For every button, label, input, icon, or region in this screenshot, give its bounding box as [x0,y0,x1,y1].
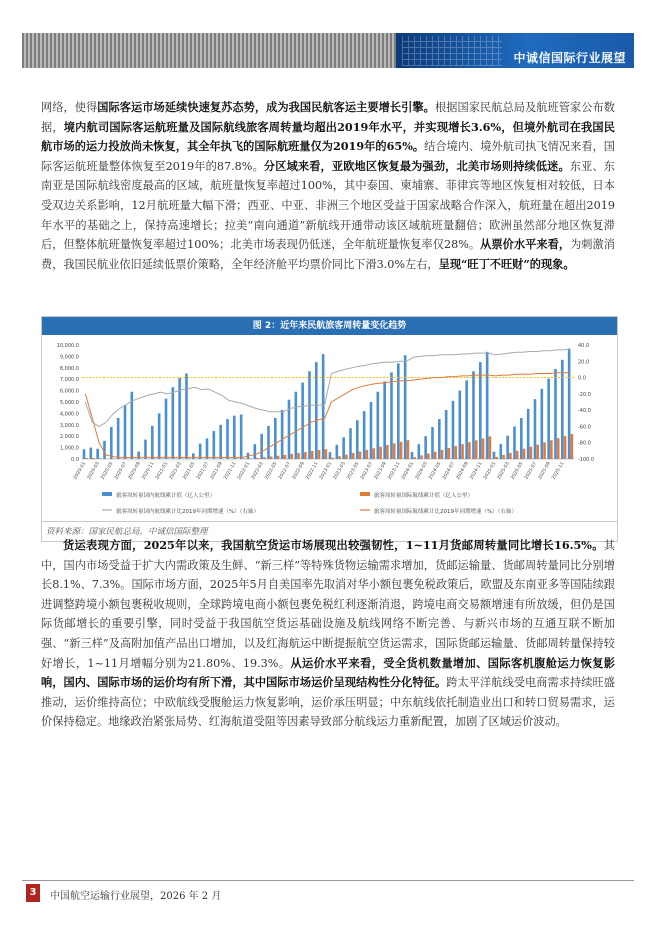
x-tick-label: 2024-09 [455,461,470,481]
chart-bar [226,419,229,459]
chart-bar [311,451,314,459]
chart-bar [110,427,113,459]
x-tick-label: 2025-05 [510,461,525,481]
figure-passenger-turnover [41,316,618,542]
chart-bar [550,440,553,459]
chart-bar [256,458,259,459]
legend-swatch [360,492,370,496]
chart-bar [99,458,102,459]
chart-bar [383,381,386,459]
chart-bar [342,437,345,459]
x-tick-label: 2023-09 [373,461,388,481]
y-right-tick-label: 40.0 [578,343,590,349]
chart-bar [185,374,188,460]
chart-bar [124,405,127,459]
chart-bar [290,454,293,459]
chart-bar [117,418,120,459]
chart-bar [431,427,434,459]
chart-bar [85,458,88,459]
legend-swatch [102,492,112,496]
chart-bar [527,409,530,459]
x-tick-label: 2024-05 [428,461,443,481]
chart-bar [561,360,564,459]
chart-bar [133,458,136,459]
text-segment: 跨太平洋航线受电商需求持续旺盛推动，运价维持高位；中欧航线受腹舱运力恢复影响，运价承压明显；中东航线依托制造业出口和转口贸易需求，运价保持稳定。地缘政治紧张局势、红海航道受阻等因素导致部分航线运力重新配置，加剧了区域运价波动。 [41,676,615,729]
text-segment: 货运表现方面，2025年以来，我国航空货运市场展现出较强韧性，1~11月货邮周转量同比增长16.5%。 [63,538,604,552]
y-left-tick-label: 10,000.0 [56,343,79,349]
chart-bar [547,379,550,459]
chart-bar [192,453,195,459]
chart-bar [233,416,236,459]
chart-bar [356,420,359,459]
chart-bar [90,448,93,459]
y-left-tick-label: 4,000.0 [59,411,79,418]
chart-bar [493,452,496,459]
chart-bar [459,391,462,459]
text-segment: 国际客运市场延续快速复苏态势，成为我国民航客运主要增长引擎。 [97,100,435,114]
chart-bar [520,418,523,459]
figure-source: 资料来源：国家民航总局，中诚信国际整理 [46,527,208,537]
chart-bar [424,436,427,459]
chart-bar [315,362,318,459]
y-right-tick-label: -40.0 [578,408,591,415]
chart-bar [534,399,537,459]
chart-bar [564,436,567,459]
chart-bar [219,425,222,459]
y-left-tick-label: 1,000.0 [59,445,79,452]
chart-bar [359,452,362,459]
header-brand-banner [396,33,634,68]
chart-bar [482,438,485,459]
footer-title: 中国航空运输行业展望，2026 年 2 月 [50,891,222,902]
chart-bar [249,458,252,459]
y-left-tick-label: 0.0 [71,457,79,463]
chart-bar [270,456,273,459]
chart-bar [174,458,177,459]
chart-bar [92,458,95,459]
chart-bar [260,434,263,459]
chart-bar [263,457,266,459]
chart-bar [379,447,382,459]
y-left-tick-label: 9,000.0 [59,354,79,361]
chart-bar [352,453,355,459]
text-segment: 结合境内、境外航司执飞情况来看，国际客运航班量整体恢复至2019年的87.8%。 [41,140,615,173]
footer-divider [22,880,634,881]
x-tick-label: 2023-11 [387,461,402,481]
chart-bar [331,458,334,459]
x-tick-label: 2020-09 [127,461,142,481]
chart-bar [486,352,489,459]
y-right-tick-label: 0.0 [578,375,586,382]
chart-bar [465,380,468,459]
chart-bar [400,442,403,459]
x-tick-label: 2025-09 [537,461,552,481]
chart-bar [393,443,396,459]
chart-bar [438,419,441,459]
chart-bar [554,369,557,459]
chart-bar [181,458,184,459]
chart-bar [277,456,280,459]
x-tick-label: 2023-05 [346,461,361,481]
chart-bar [144,440,147,459]
x-tick-label: 2025-03 [496,461,511,481]
chart-bar [151,426,154,459]
x-tick-label: 2020-05 [100,461,115,481]
text-segment: 为刺激消费，我国民航业依旧延续低票价策略，全年经济舱平均票价同比下滑3.0%左右， [41,238,615,271]
chart-bar [404,355,407,459]
chart-bar [530,447,533,459]
text-segment: 从票价水平来看， [480,237,571,252]
chart-bar [541,389,544,459]
chart-bar [543,442,546,459]
chart-bar [386,445,389,459]
chart-bar [172,387,175,459]
y-right-tick-label: -60.0 [578,424,591,431]
chart-bar [441,450,444,459]
x-tick-label: 2023-03 [332,461,347,481]
chart-bar [345,455,348,459]
x-tick-label: 2021-11 [223,461,238,481]
chart-bar [506,436,509,459]
legend-label: 旅客周转量国际航线累计比2019年同期增速（%）（右轴） [374,509,517,515]
chart-bar [349,428,352,459]
chart-bar [475,440,478,459]
x-tick-label: 2021-07 [196,461,211,481]
chart-bar [240,415,243,459]
x-tick-label: 2024-03 [414,461,429,481]
chart-bar [304,452,307,459]
chart-bar [338,456,341,459]
chart-bar [229,458,232,459]
x-tick-label: 2021-03 [168,461,183,481]
figure-divider [42,521,617,522]
chart-bar [557,438,560,459]
chart-bar [236,458,239,459]
y-right-tick-label: -100.0 [578,457,595,463]
x-tick-label: 2022-01 [237,461,252,481]
chart-bar [445,410,448,459]
y-left-tick-label: 5,000.0 [59,400,79,406]
y-right-tick-label: -20.0 [578,391,591,398]
chart-bar [96,449,99,459]
chart-bar [199,444,202,459]
chart-bar [322,354,325,459]
chart-bar [448,448,451,459]
y-right-tick-label: 20.0 [578,359,590,366]
legend-label: 旅客周转量国内航线累计值（亿人公里） [116,493,216,499]
chart-bar [427,454,430,459]
legend-label: 旅客周转量国际航线累计值（亿人公里） [374,493,474,499]
chart-bar [206,438,209,459]
chart-bar [318,450,321,459]
chart-bar [158,413,161,459]
chart-bar [308,371,311,459]
chart-bar [495,457,498,459]
chart-bar [434,452,437,459]
chart-bar [213,431,216,459]
text-segment: 分区域来看，亚欧地区恢复最为强劲，北美市场则持续低迷。 [263,158,570,173]
x-tick-label: 2022-07 [278,461,293,481]
x-tick-label: 2020-01 [73,461,88,481]
x-tick-label: 2021-05 [182,461,197,481]
chart-bar [571,434,574,459]
chart-bar [329,452,332,459]
x-tick-label: 2022-05 [264,461,279,481]
page-number: 3 [26,884,40,902]
x-tick-label: 2024-11 [469,461,484,481]
figure-title: 图 2：近年来民航旅客周转量变化趋势 [42,317,617,335]
x-tick-label: 2024-07 [442,461,457,481]
x-tick-label: 2020-07 [114,461,129,481]
chart-svg [42,337,617,521]
chart-bar [516,451,519,459]
chart-bar [188,458,191,459]
chart-bar [536,445,539,459]
chart-bar [418,444,421,459]
chart-bar [267,426,270,459]
chart-bar [413,457,416,459]
text-segment: 网络，使得 [41,101,98,114]
chart-bar [274,418,277,459]
chart-bar [301,383,304,459]
chart-bar [502,455,505,459]
chart-bar [243,458,246,459]
x-tick-label: 2022-11 [305,461,320,481]
chart-bar [407,440,410,459]
chart-bar [325,449,328,459]
paragraph-passenger [41,98,615,274]
chart-bar [372,448,375,459]
text-segment: 其中，国内市场受益于扩大内需政策及生鲜、“新三样”等特殊货物运输需求增加，货邮运输量、货邮周转量同比分别增长8.1%、7.3%。国际市场方面，2025年5月自美国率先取消对华小额包裹免税政策后，欧盟及东南亚多等国陆续跟进调整跨境小额包裹税收规则，全球跨境电商小额包裹免税红利逐渐消退，跨境电商交易额增速有所放缓，但仍是国际货邮增长的重要引擎，同时受益于我国航空货运基础设施及航线网络不断完善、与新兴市场的互通互联不断加强、“新三样”及高附加值产品出口增加，以及红海航运中断提振航空货运需求，国际货邮运输量、货邮周转量保持较好增长，1~11月增幅分别为21.80%、19.3%。 [41,539,615,670]
text-segment: 东亚、东南亚是国际航线密度最高的区域，航班量恢复率超过100%，其中泰国、柬埔寨、菲律宾等地区恢复相对较低，日本受双边关系影响，12月航班量大幅下滑；西亚、中亚、非洲三个地区受益于国家战略合作深入，航班量在超出2019年水平的基础之上，保持高速增长；拉美“南向通道”新航线开通带动该区域航班量翻倍；欧洲虽然部分地区恢复滞后，但整体航班量恢复率超过100%；北美市场表现仍低迷，全年航班量恢复率仅28%。 [41,159,615,252]
y-left-tick-label: 3,000.0 [59,422,79,429]
y-left-tick-label: 8,000.0 [59,365,79,372]
chart-bar [165,399,168,459]
chart-bar [472,371,475,459]
chart-bar [284,455,287,459]
chart-bar [468,442,471,459]
y-left-tick-label: 6,000.0 [59,388,79,395]
paragraph-cargo [41,536,615,732]
chart-bar [420,455,423,459]
chart-bar [568,348,571,459]
x-tick-label: 2023-01 [319,461,334,481]
x-tick-label: 2025-07 [524,461,539,481]
chart-bar [489,436,492,459]
x-tick-label: 2021-09 [209,461,224,481]
chart-bar [83,449,86,459]
y-left-tick-label: 2,000.0 [59,434,79,441]
chart-bar [254,444,257,459]
x-tick-label: 2022-03 [250,461,265,481]
report-series-title: 中诚信国际行业展望 [513,51,626,65]
chart-bar [411,452,414,459]
x-tick-label: 2025-11 [551,461,566,481]
y-left-tick-label: 7,000.0 [59,377,79,384]
x-tick-label: 2025-01 [483,461,498,481]
chart-bar [509,453,512,459]
text-segment: 根据国家民航总局及航班管家公布数据， [41,101,615,134]
chart-bar [370,402,373,459]
x-tick-label: 2021-01 [155,461,170,481]
chart-bar [363,411,366,459]
y-right-tick-label: -80.0 [578,440,591,447]
chart-bar [479,362,482,459]
chart-bar [454,446,457,459]
chart-bar [377,392,380,459]
legend-label: 旅客周转量国内航线累计比2019年同期增速（%）（右轴） [116,509,259,515]
chart-bar [513,427,516,459]
text-segment: 呈现“旺丁不旺财”的现象。 [438,256,575,271]
chart-bar [281,410,284,459]
banner-grid-pattern [402,36,502,66]
chart-bar [295,392,298,459]
chart-bar [366,450,369,459]
x-tick-label: 2022-09 [291,461,306,481]
chart-bar [523,449,526,459]
chart-bar [452,401,455,459]
chart-bar [500,444,503,459]
chart-bar [390,372,393,459]
text-segment: 境内航司国际客运航班量及国际航线旅客周转量均超出2019年水平，并实现增长3.6%，但境外航司在我国民航市场的运力投放尚未恢复，其全年执飞的国际航班量仅为2019年的65%。 [41,119,615,154]
text-segment: 从运价水平来看，受全货机数量增加、国际客机腹舱运力恢复影响，国内、国际市场的运价均有所下滑，其中国际市场运价呈现结构性分化特征。 [41,655,615,690]
x-tick-label: 2023-07 [360,461,375,481]
chart-bar [297,453,300,459]
chart-bar [461,444,464,459]
chart-bar [336,445,339,459]
x-tick-label: 2020-03 [86,461,101,481]
x-tick-label: 2024-01 [401,461,416,481]
x-tick-label: 2020-11 [141,461,156,481]
